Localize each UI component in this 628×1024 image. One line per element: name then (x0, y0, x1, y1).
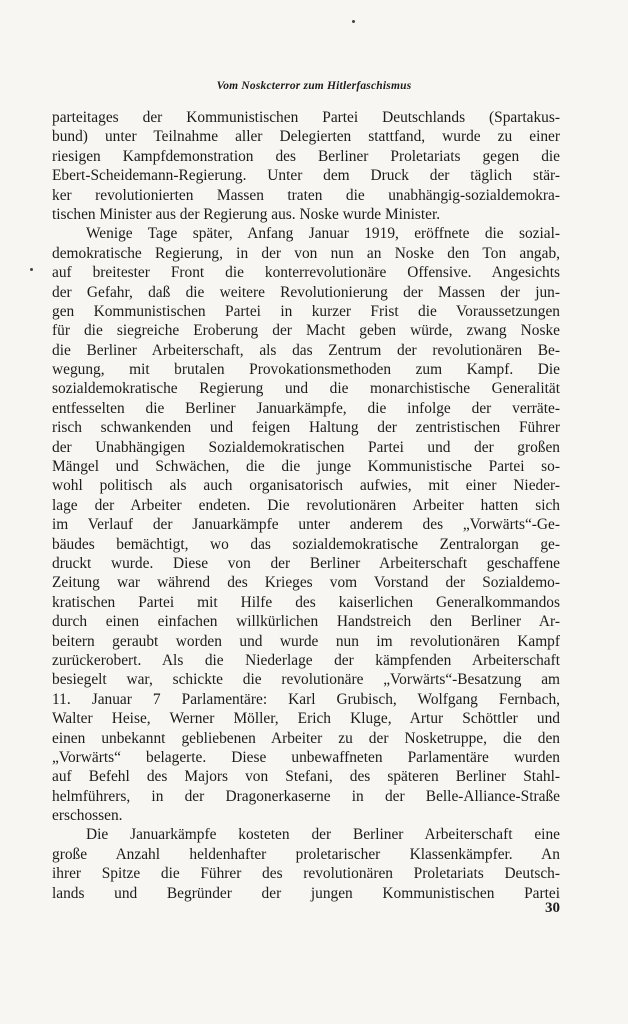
text-line: 11. Januar 7 Parlamentäre: Karl Grubisch, Wolfgang Fernbach, (52, 690, 560, 708)
text-line: Mängel und Schwächen, die die junge Kommunistische Partei so- (52, 458, 560, 476)
text-line: beitern geraubt worden und wurde nun im revolutionären Kampf (52, 632, 560, 650)
body-text (52, 108, 560, 903)
text-line: bäudes bemächtigt, wo das sozialdemokratische Zentralorgan ge- (52, 535, 560, 553)
text-line: sozialdemokratische Regierung und die monarchistische Generalität (52, 380, 560, 398)
text-line: lands und Begründer der jungen Kommunistischen Partei (52, 884, 560, 902)
text-line: „Vorwärts“ belagerte. Diese unbewaffneten Parlamentäre wurden (52, 748, 560, 766)
running-title: Vom Noskcterror zum Hitlerfaschismus (216, 80, 412, 92)
text-line: druckt wurde. Diese von der Berliner Arbeiterschaft geschaffene (52, 554, 560, 572)
text-line: die Berliner Arbeiterschaft, als das Zentrum der revolutionären Be- (52, 341, 560, 359)
print-speck (352, 20, 355, 23)
text-line: große Anzahl heldenhafter proletarischer Klassenkämpfer. An (52, 845, 560, 863)
text-line: risch schwankenden und feigen Haltung der zentristischen Führer (52, 419, 560, 437)
text-line: ker revolutionierten Massen traten die unabhängig-sozialdemokra- (52, 186, 560, 204)
text-line: riesigen Kampfdemonstration des Berliner Proletariats gegen die (52, 147, 560, 165)
text-line: ihrer Spitze die Führer des revolutionären Proletariats Deutsch- (52, 865, 560, 883)
text-line: Walter Heise, Werner Möller, Erich Kluge, Artur Schöttler und (52, 710, 560, 728)
text-line: Zeitung war während des Krieges vom Vorstand der Sozialdemo- (52, 574, 560, 592)
text-line: zurückerobert. Als die Niederlage der kämpfenden Arbeiterschaft (52, 651, 560, 669)
text-line: lage der Arbeiter endeten. Die revolutionären Arbeiter hatten sich (52, 496, 560, 514)
text-line: durch einen einfachen willkürlichen Handstreich den Berliner Ar- (52, 613, 560, 631)
text-line: kratischen Partei mit Hilfe des kaiserlichen Generalkommandos (52, 593, 560, 611)
text-line: tischen Minister aus der Regierung aus. Noske wurde Minister. (52, 205, 441, 223)
text-line: wohl politisch als auch organisatorisch aufwies, mit einer Nieder- (52, 477, 560, 495)
text-line: auf breitester Front die konterrevolutionäre Offensive. Angesichts (52, 264, 560, 282)
text-line: erschossen. (52, 807, 123, 825)
text-line: bund) unter Teilnahme aller Delegierten stattfand, wurde zu einer (52, 128, 560, 146)
page-number: 30 (545, 900, 560, 916)
text-line: für die siegreiche Eroberung der Macht geben würde, zwang Noske (52, 322, 560, 340)
text-line: einen unbekannt gebliebenen Arbeiter zu der Nosketruppe, die den (52, 729, 560, 747)
text-line: Ebert-Scheidemann-Regierung. Unter dem Druck der täglich stär- (52, 167, 560, 185)
text-line: entfesselten die Berliner Januarkämpfe, die infolge der verräte- (52, 399, 560, 417)
text-line: im Verlauf der Januarkämpfe unter anderem des „Vorwärts“-Ge- (52, 516, 560, 534)
text-line: gen Kommunistischen Partei in kurzer Frist die Voraussetzungen (52, 302, 560, 320)
print-speck (30, 268, 33, 271)
text-line: auf Befehl des Majors von Stefani, des späteren Berliner Stahl- (52, 768, 560, 786)
text-line: besiegelt war, schickte die revolutionäre „Vorwärts“-Besatzung am (52, 671, 560, 689)
text-line: helmführers, in der Dragonerkaserne in der Belle-Alliance-Straße (52, 787, 560, 805)
text-line: der Unabhängigen Sozialdemokratischen Partei und der großen (52, 438, 560, 456)
text-line: parteitages der Kommunistischen Partei Deutschlands (Spartakus- (52, 109, 560, 126)
text-line: der Gefahr, daß die weitere Revolutionierung der Massen der jun- (52, 283, 560, 301)
text-line: demokratische Regierung, in der von nun an Noske den Ton angab, (52, 244, 560, 262)
text-line: wegung, mit brutalen Provokationsmethoden zum Kampf. Die (52, 361, 560, 379)
text-line: Wenige Tage später, Anfang Januar 1919, eröffnete die sozial- (86, 225, 560, 243)
text-line: Die Januarkämpfe kosteten der Berliner Arbeiterschaft eine (86, 826, 560, 844)
